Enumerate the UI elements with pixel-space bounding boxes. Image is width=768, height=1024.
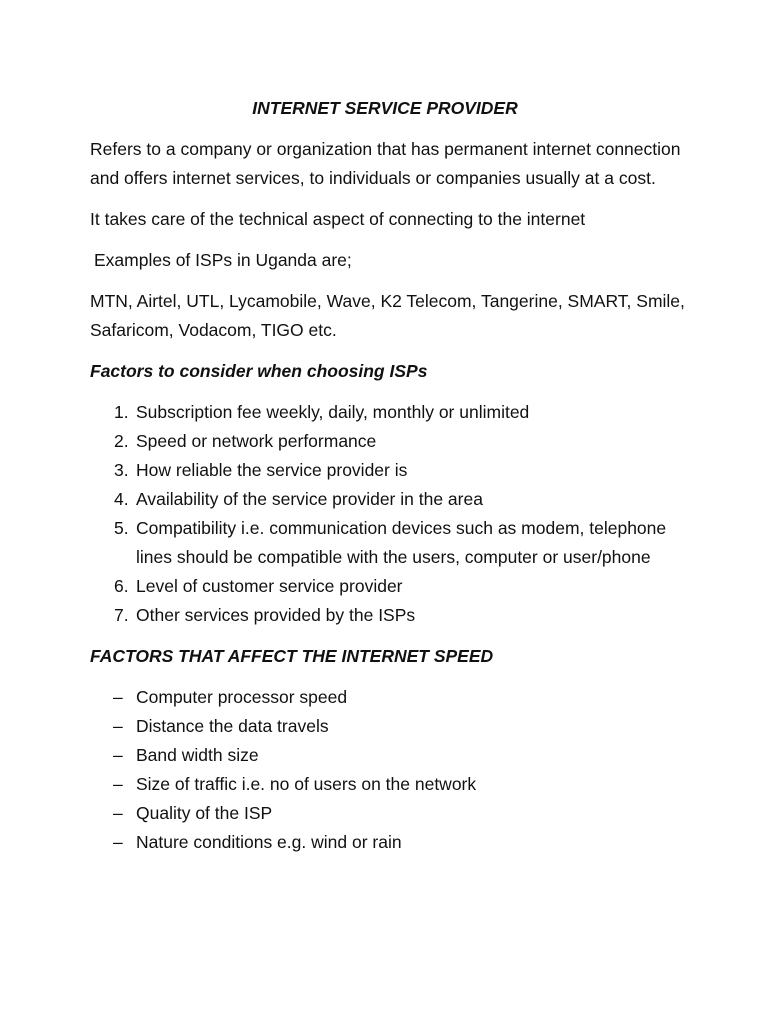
list-item-text: Computer processor speed <box>136 687 348 707</box>
list-item <box>90 572 690 601</box>
list-item-text: Other services provided by the ISPs <box>136 605 416 625</box>
factors-heading: Factors to consider when choosing ISPs <box>90 361 428 381</box>
list-item <box>90 427 690 456</box>
list-item-text: Level of customer service provider <box>136 576 403 596</box>
examples-list-paragraph: MTN, Airtel, UTL, Lycamobile, Wave, K2 Telecom, Tangerine, SMART, Smile, Safaricom, Vodacom, TIGO etc. <box>90 291 685 340</box>
speed-factors-list <box>90 683 690 857</box>
list-item-text: Band width size <box>136 745 259 765</box>
list-item-number: 1. <box>114 402 129 422</box>
technical-paragraph: It takes care of the technical aspect of connecting to the internet <box>90 209 586 229</box>
list-item <box>90 514 690 572</box>
dash-bullet: – <box>113 803 123 823</box>
list-item <box>90 828 690 857</box>
list-item-text: Nature conditions e.g. wind or rain <box>136 832 402 852</box>
dash-bullet: – <box>113 774 123 794</box>
list-item-number: 5. <box>114 518 129 538</box>
list-item-text: How reliable the service provider is <box>136 460 408 480</box>
examples-intro: Examples of ISPs in Uganda are; <box>94 250 352 270</box>
dash-bullet: – <box>113 745 123 765</box>
list-item <box>90 741 690 770</box>
list-item <box>90 712 690 741</box>
dash-bullet: – <box>113 687 123 707</box>
list-item <box>90 770 690 799</box>
factors-list <box>90 398 690 630</box>
list-item <box>90 485 690 514</box>
list-item <box>90 398 690 427</box>
list-item-text: Size of traffic i.e. no of users on the network <box>136 774 477 794</box>
list-item-number: 4. <box>114 489 129 509</box>
list-item-text: Subscription fee weekly, daily, monthly or unlimited <box>136 402 530 422</box>
list-item-number: 6. <box>114 576 129 596</box>
list-item-text: Quality of the ISP <box>136 803 273 823</box>
list-item-number: 7. <box>114 605 129 625</box>
list-item-text: Compatibility i.e. communication devices such as modem, telephone lines should be compatible with the users, computer or user/phone <box>136 518 667 567</box>
document-content <box>90 94 690 857</box>
definition-paragraph: Refers to a company or organization that has permanent internet connection and offers internet services, to individuals or companies usually at a cost. <box>90 139 681 188</box>
speed-factors-heading: FACTORS THAT AFFECT THE INTERNET SPEED <box>90 646 494 666</box>
list-item <box>90 601 690 630</box>
dash-bullet: – <box>113 832 123 852</box>
list-item-text: Availability of the service provider in the area <box>136 489 483 509</box>
list-item <box>90 799 690 828</box>
page-title: INTERNET SERVICE PROVIDER <box>252 98 518 118</box>
list-item <box>90 456 690 485</box>
list-item-number: 2. <box>114 431 129 451</box>
list-item-text: Speed or network performance <box>136 431 377 451</box>
list-item <box>90 683 690 712</box>
list-item-number: 3. <box>114 460 129 480</box>
list-item-text: Distance the data travels <box>136 716 329 736</box>
dash-bullet: – <box>113 716 123 736</box>
